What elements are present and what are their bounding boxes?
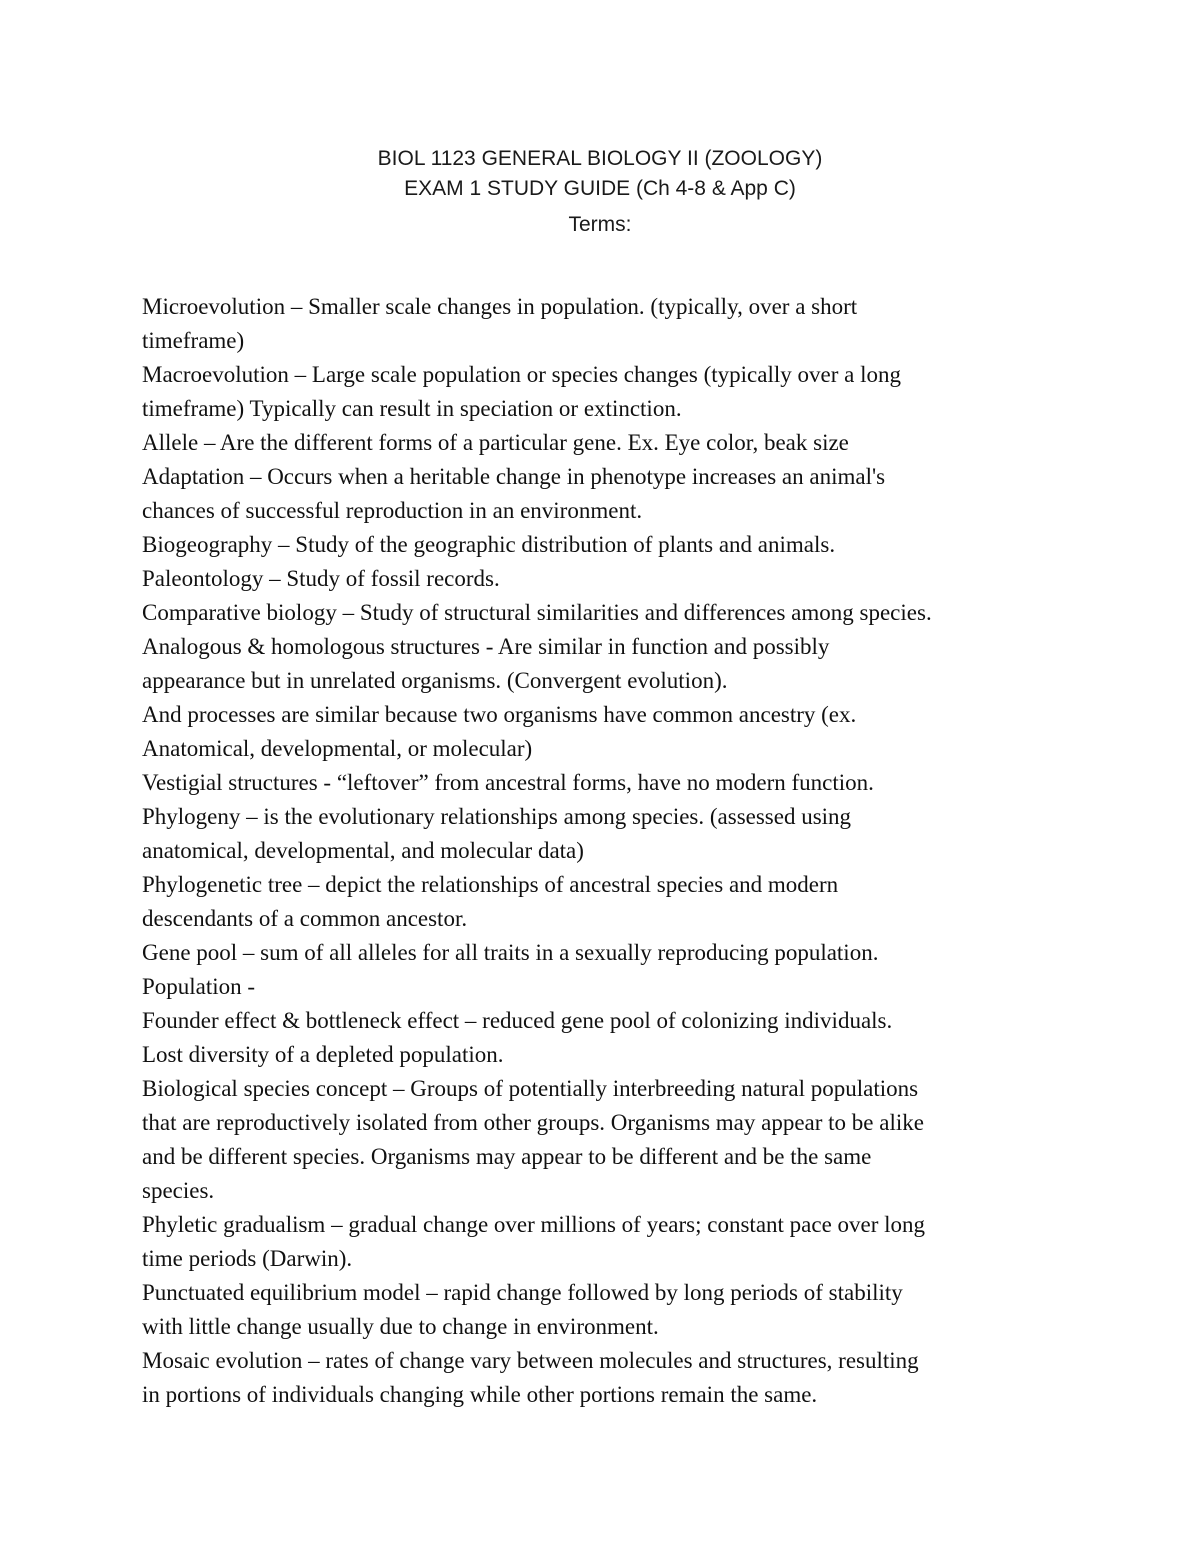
- text-line: Vestigial structures - “leftover” from ancestral forms, have no modern function.: [142, 770, 874, 795]
- text-line: Phylogenetic tree – depict the relationships of ancestral species and modern: [142, 872, 839, 897]
- course-title: BIOL 1123 GENERAL BIOLOGY II (ZOOLOGY): [377, 147, 823, 170]
- text-line: Phylogeny – is the evolutionary relationships among species. (assessed using: [142, 804, 852, 829]
- text-line: in portions of individuals changing while other portions remain the same.: [142, 1382, 818, 1407]
- text-line: And processes are similar because two organisms have common ancestry (ex.: [142, 702, 857, 727]
- text-line: Macroevolution – Large scale population or species changes (typically over a long: [142, 362, 901, 387]
- terms-list: [142, 290, 1072, 1412]
- text-line: Biological species concept – Groups of potentially interbreeding natural populations: [142, 1076, 919, 1101]
- text-line: timeframe) Typically can result in speciation or extinction.: [142, 396, 682, 421]
- text-line: anatomical, developmental, and molecular data): [142, 838, 584, 863]
- text-line: Allele – Are the different forms of a particular gene. Ex. Eye color, beak size: [142, 430, 849, 455]
- text-line: Paleontology – Study of fossil records.: [142, 566, 500, 591]
- text-line: Analogous & homologous structures - Are similar in function and possibly: [142, 634, 830, 659]
- text-line: Punctuated equilibrium model – rapid change followed by long periods of stability: [142, 1280, 903, 1305]
- exam-title: EXAM 1 STUDY GUIDE (Ch 4-8 & App C): [404, 177, 796, 200]
- text-line: Comparative biology – Study of structural similarities and differences among species.: [142, 600, 932, 625]
- text-line: Microevolution – Smaller scale changes in population. (typically, over a short: [142, 294, 858, 319]
- document-header: [0, 144, 1200, 240]
- text-line: Biogeography – Study of the geographic distribution of plants and animals.: [142, 532, 836, 557]
- text-line: Adaptation – Occurs when a heritable change in phenotype increases an animal's: [142, 464, 886, 489]
- section-title: Terms:: [568, 213, 632, 236]
- text-line: time periods (Darwin).: [142, 1246, 353, 1271]
- text-line: with little change usually due to change in environment.: [142, 1314, 659, 1339]
- text-line: appearance but in unrelated organisms. (Convergent evolution).: [142, 668, 728, 693]
- text-line: Mosaic evolution – rates of change vary between molecules and structures, resulting: [142, 1348, 919, 1373]
- text-line: that are reproductively isolated from other groups. Organisms may appear to be alike: [142, 1110, 924, 1135]
- text-line: Gene pool – sum of all alleles for all traits in a sexually reproducing population.: [142, 940, 879, 965]
- text-line: Phyletic gradualism – gradual change over millions of years; constant pace over long: [142, 1212, 926, 1237]
- text-line: species.: [142, 1178, 215, 1203]
- text-line: Population -: [142, 974, 256, 999]
- text-line: descendants of a common ancestor.: [142, 906, 468, 931]
- text-line: Lost diversity of a depleted population.: [142, 1042, 504, 1067]
- text-line: Anatomical, developmental, or molecular): [142, 736, 533, 761]
- text-line: and be different species. Organisms may appear to be different and be the same: [142, 1144, 872, 1169]
- text-line: Founder effect & bottleneck effect – reduced gene pool of colonizing individuals.: [142, 1008, 893, 1033]
- text-line: chances of successful reproduction in an environment.: [142, 498, 643, 523]
- text-line: timeframe): [142, 328, 245, 353]
